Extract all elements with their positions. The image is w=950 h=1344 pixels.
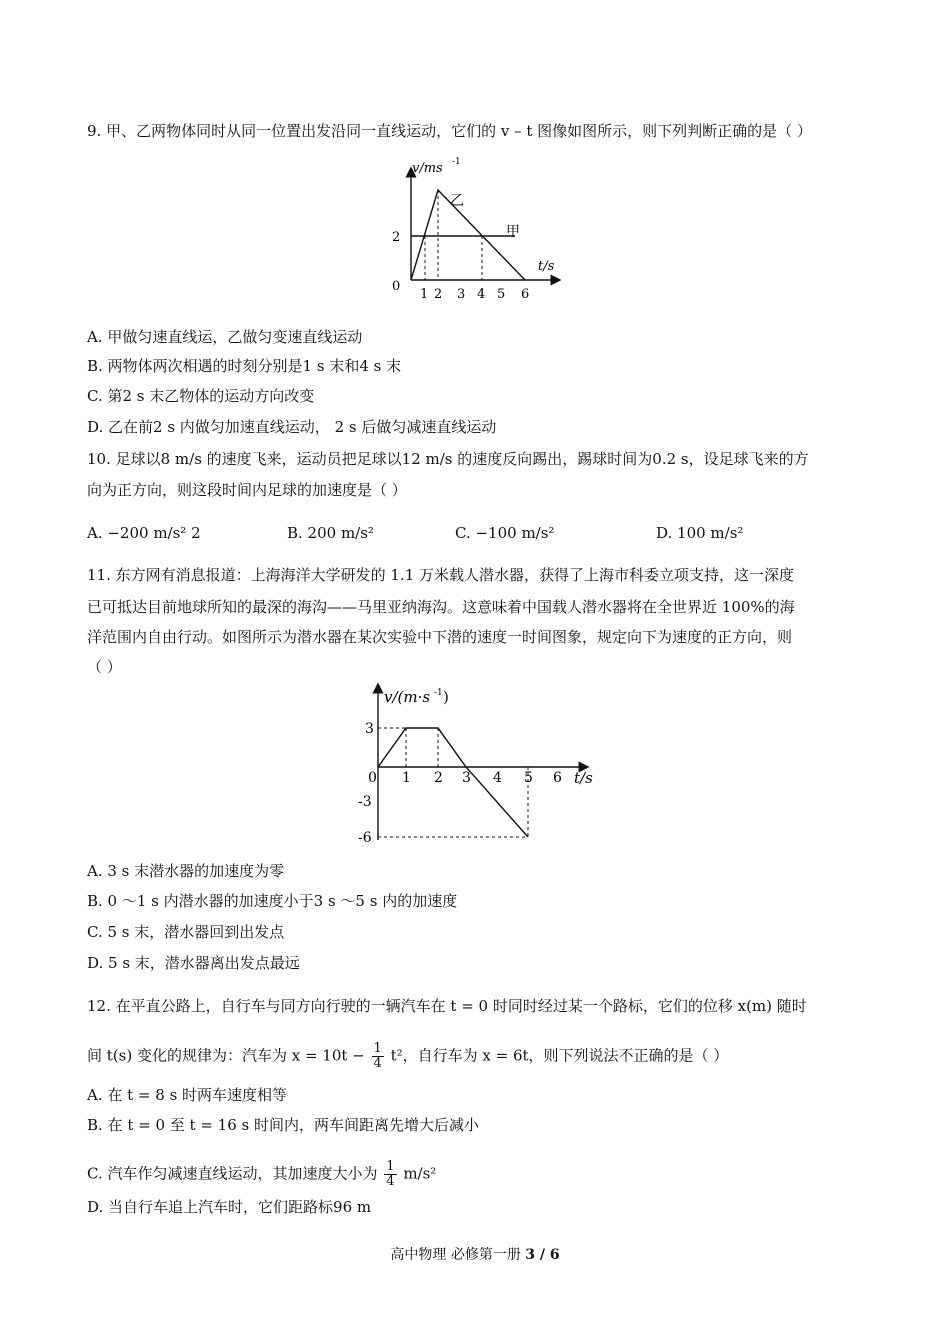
q11-vt-graph <box>350 682 610 852</box>
q12-fraction <box>372 1042 384 1071</box>
q11-option-d: D. 5 s 末，潜水器离出发点最远 <box>87 954 300 972</box>
q9-option-b: B. 两物体两次相遇的时刻分别是1 s 末和4 s 末 <box>87 357 402 375</box>
q9-option-a: A. 甲做匀速直线运，乙做匀变速直线运动 <box>87 328 363 346</box>
q12-option-c-a: C. 汽车作匀减速直线运动，其加速度大小为 <box>87 1164 378 1183</box>
q12-stem-line1: 12. 在平直公路上，自行车与同方向行驶的一辆汽车在 t = 0 时同时经过某一个路标，它们的位移 x(m) 随时 <box>87 997 807 1015</box>
q12-stem-line2 <box>87 1042 728 1071</box>
q10-option-d: D. 100 m/s² <box>656 524 744 542</box>
footer-text: 高中物理 必修第一册 <box>390 1247 521 1263</box>
q11-option-a: A. 3 s 末潜水器的加速度为零 <box>87 862 285 880</box>
q9-x-tick-4: 4 <box>477 287 486 302</box>
q11-x-tick-5: 5 <box>524 770 533 786</box>
q9-option-d: D. 乙在前2 s 内做匀加速直线运动， 2 s 后做匀减速直线运动 <box>87 418 497 436</box>
q11-y-label-end: ) <box>443 688 449 706</box>
q9-y-label-sup: -1 <box>452 157 461 167</box>
page-number: 3 / 6 <box>525 1247 560 1263</box>
q9-origin: 0 <box>392 279 401 294</box>
q11-x-tick-4: 4 <box>493 770 502 786</box>
q11-x-label: t/s <box>574 769 593 787</box>
q12-option-d: D. 当自行车追上汽车时，它们距路标96 m <box>87 1198 372 1216</box>
q12-option-b: B. 在 t = 0 至 t = 16 s 时间内，两车间距离先增大后减小 <box>87 1116 479 1134</box>
q9-label-yi: 乙 <box>450 193 464 209</box>
q11-velocity-line <box>378 728 528 837</box>
q10-option-b: B. 200 m/s² <box>287 524 374 542</box>
q10-option-a: A. −200 m/s² 2 <box>87 524 201 542</box>
q9-y-tick: 2 <box>392 230 401 245</box>
q11-x-tick-2: 2 <box>434 770 443 786</box>
q12-stem-line2-b: t²，自行车为 x = 6t，则下列说法不正确的是（ ） <box>390 1046 729 1065</box>
q11-y-tick-3: 3 <box>365 721 374 737</box>
q9-x-tick-2: 2 <box>434 287 443 302</box>
q9-vt-graph <box>380 150 570 308</box>
q9-label-jia: 甲 <box>506 224 520 240</box>
q9-x-tick-3: 3 <box>457 287 466 302</box>
q12-option-c-frac-den: 4 <box>386 1174 395 1189</box>
q9-y-label: v/ms <box>412 161 443 176</box>
q12-frac-den: 4 <box>373 1056 382 1071</box>
q12-frac-num: 1 <box>373 1041 382 1056</box>
q9-x-tick-1: 1 <box>420 287 429 302</box>
q11-stem-line3: 洋范围内自由行动。如图所示为潜水器在某次实验中下潜的速度一时间图象，规定向下为速度的正方向，则 <box>87 628 793 646</box>
q12-option-a: A. 在 t = 8 s 时两车速度相等 <box>87 1086 288 1104</box>
q12-option-c <box>87 1160 436 1189</box>
q11-y-tick-neg6: -6 <box>358 830 372 846</box>
q12-option-c-frac-num: 1 <box>386 1159 395 1174</box>
q9-x-tick-5: 5 <box>497 287 506 302</box>
q11-option-b: B. 0 ～1 s 内潜水器的加速度小于3 s ～5 s 内的加速度 <box>87 892 458 910</box>
q12-stem-line2-a: 间 t(s) 变化的规律为：汽车为 x = 10t − <box>87 1046 365 1065</box>
q11-x-tick-6: 6 <box>553 770 562 786</box>
q11-x-tick-1: 1 <box>402 770 411 786</box>
q11-stem-line1: 11. 东方网有消息报道：上海海洋大学研发的 1.1 万米载人潜水器，获得了上海市科委立项支持，这一深度 <box>87 566 795 584</box>
q11-y-label: v/(m·s <box>384 688 431 706</box>
q11-y-label-sup: -1 <box>434 688 443 698</box>
q12-option-c-fraction <box>384 1160 396 1189</box>
q9-x-tick-6: 6 <box>521 287 530 302</box>
q11-stem-line4: （ ） <box>87 658 122 676</box>
q12-option-c-b: m/s² <box>403 1164 437 1183</box>
q9-stem: 9. 甲、乙两物体同时从同一位置出发沿同一直线运动，它们的 v – t 图像如图所示，则下列判断正确的是（ ） <box>87 122 812 140</box>
page-footer <box>0 1244 950 1264</box>
q11-origin: 0 <box>368 770 377 786</box>
q11-y-tick-neg3: -3 <box>358 794 372 810</box>
q11-stem-line2: 已可抵达目前地球所知的最深的海沟——马里亚纳海沟。这意味着中国载人潜水器将在全世界近 100%的海 <box>87 598 795 616</box>
q10-stem-line2: 向为正方向，则这段时间内足球的加速度是（ ） <box>87 481 407 499</box>
q9-option-c: C. 第2 s 末乙物体的运动方向改变 <box>87 387 315 405</box>
q9-x-label: t/s <box>538 259 555 274</box>
q11-x-tick-3: 3 <box>462 770 471 786</box>
q10-options <box>87 523 887 543</box>
q10-stem-line1: 10. 足球以8 m/s 的速度飞来，运动员把足球以12 m/s 的速度反向踢出，踢球时间为0.2 s，设足球飞来的方 <box>87 450 809 468</box>
q10-option-c: C. −100 m/s² <box>455 524 555 542</box>
q11-option-c: C. 5 s 末，潜水器回到出发点 <box>87 923 285 941</box>
